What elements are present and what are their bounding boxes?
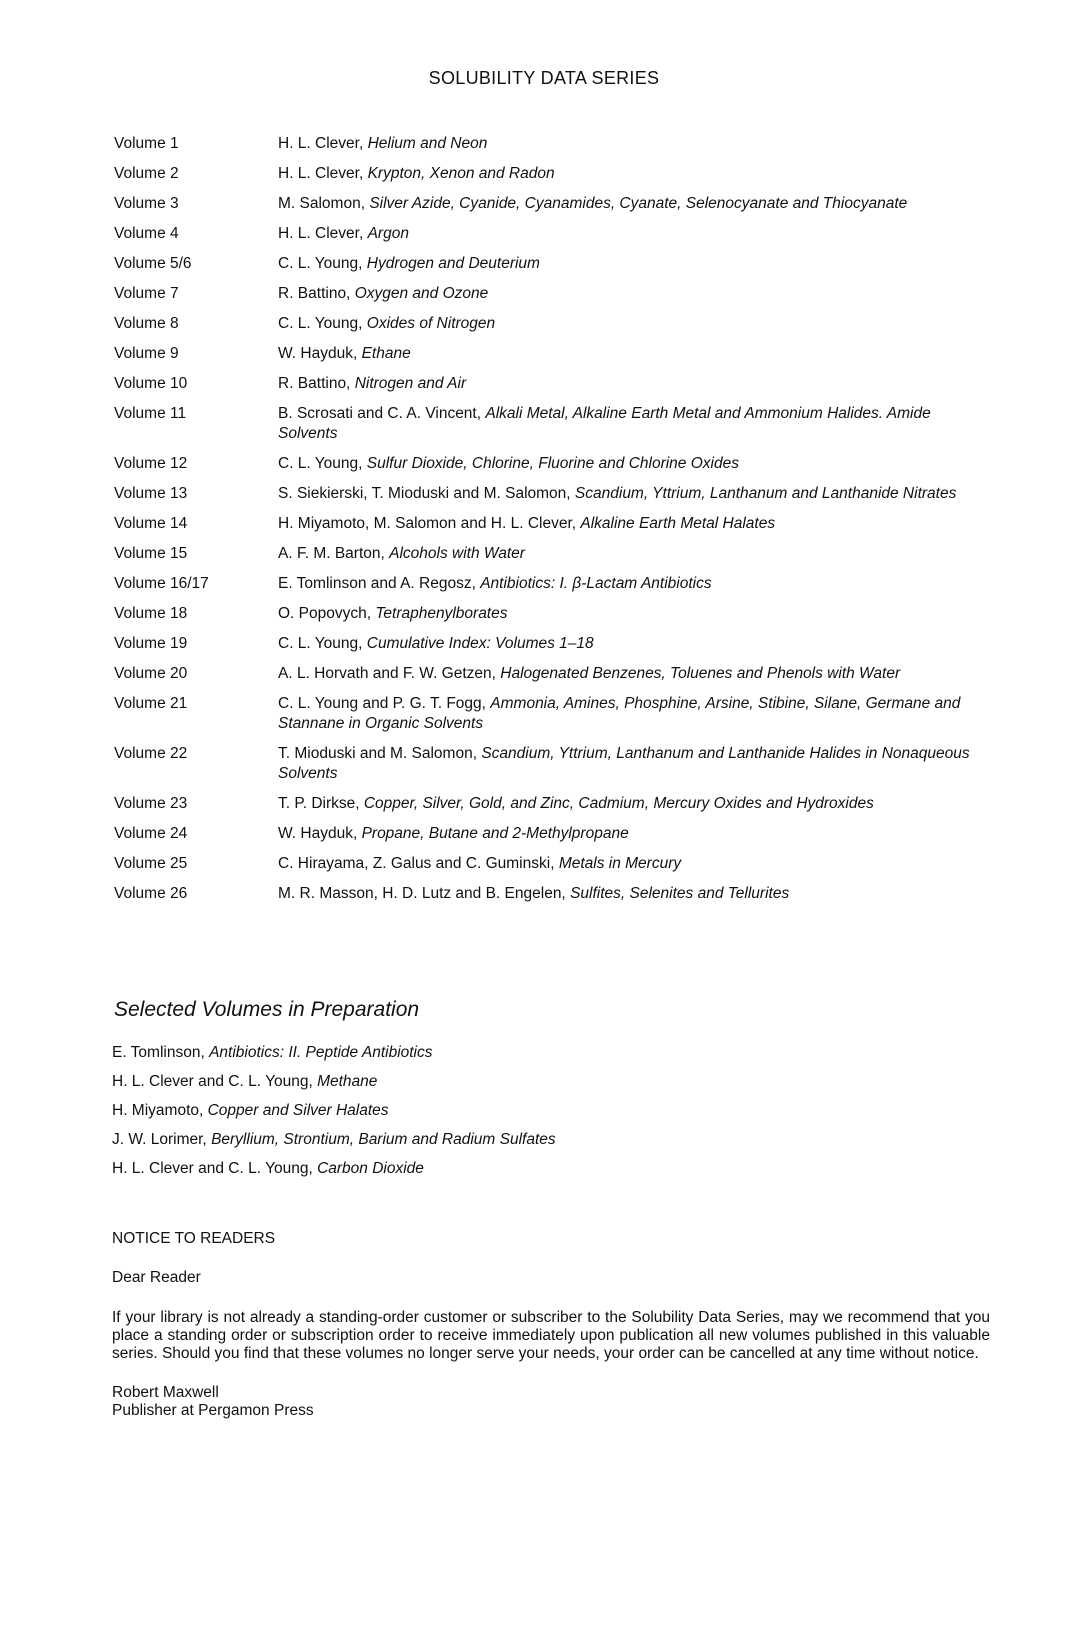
volume-title: Alkali Metal, Alkaline Earth Metal and Ammonium Halides. Amide Solvents: [278, 405, 931, 442]
volume-title: Oxygen and Ozone: [354, 285, 489, 302]
volume-entry: [278, 544, 994, 564]
volume-label: Volume 10: [114, 375, 188, 392]
notice-salutation: Dear Reader: [112, 1269, 201, 1286]
volume-entry: [278, 694, 994, 734]
preparation-item: [112, 1101, 912, 1130]
volume-label: Volume 16/17: [114, 575, 209, 592]
volume-authors: W. Hayduk,: [278, 825, 362, 842]
volume-entry: [278, 404, 994, 444]
volume-label: Volume 14: [114, 515, 188, 532]
volume-list: [114, 134, 994, 914]
volume-entry: [278, 164, 994, 184]
volume-title: Argon: [367, 225, 409, 242]
volume-label: Volume 26: [114, 885, 188, 902]
volume-authors: M. Salomon,: [278, 195, 370, 212]
preparation-item: [112, 1072, 912, 1101]
volume-row: [114, 824, 994, 844]
volume-title: Cumulative Index: Volumes 1–18: [366, 635, 594, 652]
volume-authors: H. Miyamoto, M. Salomon and H. L. Clever,: [278, 515, 581, 532]
preparation-title: Methane: [317, 1073, 378, 1090]
preparation-title: Beryllium, Strontium, Barium and Radium Sulfates: [211, 1131, 556, 1148]
volume-authors: H. L. Clever,: [278, 225, 368, 242]
preparation-title: Antibiotics: II. Peptide Antibiotics: [209, 1044, 433, 1061]
preparation-authors: E. Tomlinson,: [112, 1044, 210, 1061]
preparation-authors: H. L. Clever and C. L. Young,: [112, 1160, 318, 1177]
volume-title: Helium and Neon: [367, 135, 488, 152]
volume-row: [114, 604, 994, 624]
preparation-authors: J. W. Lorimer,: [112, 1131, 212, 1148]
volume-entry: [278, 224, 994, 244]
volume-title: Copper, Silver, Gold, and Zinc, Cadmium, Mercury Oxides and Hydroxides: [363, 795, 874, 812]
volume-label: Volume 15: [114, 545, 188, 562]
volume-title: Alkaline Earth Metal Halates: [580, 515, 776, 532]
volume-authors: O. Popovych,: [278, 605, 376, 622]
volume-label: Volume 7: [114, 285, 179, 302]
volume-authors: S. Siekierski, T. Mioduski and M. Salomon,: [278, 485, 575, 502]
volume-authors: E. Tomlinson and A. Regosz,: [278, 575, 481, 592]
volume-row: [114, 284, 994, 304]
volume-label: Volume 18: [114, 605, 188, 622]
volume-label: Volume 22: [114, 745, 188, 762]
volume-entry: [278, 854, 994, 874]
volume-entry: [278, 454, 994, 474]
volume-entry: [278, 824, 994, 844]
volume-authors: A. L. Horvath and F. W. Getzen,: [278, 665, 501, 682]
volume-label: Volume 2: [114, 165, 179, 182]
volume-entry: [278, 314, 994, 334]
volume-authors: C. L. Young,: [278, 315, 367, 332]
notice-heading: NOTICE TO READERS: [112, 1230, 276, 1247]
volume-title: Propane, Butane and 2-Methylpropane: [361, 825, 629, 842]
volume-entry: [278, 254, 994, 274]
volume-entry: [278, 284, 994, 304]
volume-row: [114, 194, 994, 214]
volume-row: [114, 574, 994, 594]
volume-row: [114, 664, 994, 684]
volume-authors: C. L. Young,: [278, 635, 367, 652]
volume-title: Sulfites, Selenites and Tellurites: [570, 885, 790, 902]
volume-authors: C. L. Young,: [278, 255, 367, 272]
volume-authors: T. P. Dirkse,: [278, 795, 364, 812]
volume-entry: [278, 884, 994, 904]
volume-label: Volume 11: [114, 405, 187, 422]
volume-entry: [278, 194, 994, 214]
volume-title: Tetraphenylborates: [375, 605, 508, 622]
volume-authors: W. Hayduk,: [278, 345, 362, 362]
volume-row: [114, 254, 994, 274]
volume-label: Volume 3: [114, 195, 179, 212]
volume-label: Volume 5/6: [114, 255, 192, 272]
volume-label: Volume 25: [114, 855, 188, 872]
volume-row: [114, 854, 994, 874]
volume-authors: B. Scrosati and C. A. Vincent,: [278, 405, 486, 422]
volume-title: Halogenated Benzenes, Toluenes and Phenols with Water: [500, 665, 901, 682]
preparation-title: Copper and Silver Halates: [207, 1102, 389, 1119]
preparation-authors: H. L. Clever and C. L. Young,: [112, 1073, 318, 1090]
volume-label: Volume 8: [114, 315, 179, 332]
preparation-heading: Selected Volumes in Preparation: [114, 998, 420, 1021]
volume-label: Volume 24: [114, 825, 188, 842]
volume-authors: T. Mioduski and M. Salomon,: [278, 745, 482, 762]
volume-title: Antibiotics: I. β-Lactam Antibiotics: [480, 575, 712, 592]
volume-row: [114, 744, 994, 784]
volume-row: [114, 794, 994, 814]
volume-row: [114, 514, 994, 534]
volume-entry: [278, 374, 994, 394]
volume-entry: [278, 744, 994, 784]
volume-label: Volume 12: [114, 455, 188, 472]
volume-label: Volume 19: [114, 635, 188, 652]
volume-title: Alcohols with Water: [389, 545, 525, 562]
volume-title: Ethane: [361, 345, 411, 362]
preparation-item: [112, 1159, 912, 1188]
volume-authors: R. Battino,: [278, 285, 355, 302]
volume-row: [114, 484, 994, 504]
volume-row: [114, 634, 994, 654]
preparation-item: [112, 1043, 912, 1072]
volume-title: Silver Azide, Cyanide, Cyanamides, Cyanate, Selenocyanate and Thiocyanate: [369, 195, 908, 212]
volume-row: [114, 374, 994, 394]
volume-row: [114, 884, 994, 904]
volume-authors: C. L. Young,: [278, 455, 367, 472]
volume-entry: [278, 604, 994, 624]
volume-label: Volume 9: [114, 345, 179, 362]
volume-row: [114, 454, 994, 474]
volume-authors: C. L. Young and P. G. T. Fogg,: [278, 695, 491, 712]
volume-label: Volume 4: [114, 225, 179, 242]
volume-label: Volume 20: [114, 665, 188, 682]
volume-entry: [278, 664, 994, 684]
volume-title: Krypton, Xenon and Radon: [367, 165, 555, 182]
volume-authors: H. L. Clever,: [278, 135, 368, 152]
volume-entry: [278, 574, 994, 594]
volume-entry: [278, 514, 994, 534]
volume-label: Volume 21: [114, 695, 188, 712]
volume-authors: R. Battino,: [278, 375, 355, 392]
preparation-item: [112, 1130, 912, 1159]
volume-entry: [278, 634, 994, 654]
volume-title: Oxides of Nitrogen: [366, 315, 496, 332]
volume-authors: M. R. Masson, H. D. Lutz and B. Engelen,: [278, 885, 571, 902]
notice-section: [112, 1229, 990, 1420]
volume-title: Hydrogen and Deuterium: [366, 255, 540, 272]
volume-row: [114, 694, 994, 734]
volume-entry: [278, 134, 994, 154]
preparation-list: [112, 1043, 912, 1188]
volume-row: [114, 134, 994, 154]
volume-title: Metals in Mercury: [558, 855, 682, 872]
signature-title: Publisher at Pergamon Press: [112, 1402, 314, 1419]
volume-title: Scandium, Yttrium, Lanthanum and Lanthanide Nitrates: [574, 485, 957, 502]
volume-title: Nitrogen and Air: [354, 375, 467, 392]
preparation-title: Carbon Dioxide: [317, 1160, 424, 1177]
volume-authors: A. F. M. Barton,: [278, 545, 390, 562]
volume-row: [114, 164, 994, 184]
volume-row: [114, 344, 994, 364]
volume-row: [114, 544, 994, 564]
volume-entry: [278, 794, 994, 814]
notice-body: If your library is not already a standing-order customer or subscriber to the Solubility Data Series, may we recommend that you place a standing order or subscription order to receive immediately upon publication all new volumes published in this valuable series. Should you find that these volumes no longer serve your needs, your order can be cancelled at any time without notice.: [112, 1309, 990, 1362]
volume-entry: [278, 344, 994, 364]
volume-title: Ammonia, Amines, Phosphine, Arsine, Stibine, Silane, Germane and Stannane in Organic Solvents: [278, 695, 961, 732]
preparation-authors: H. Miyamoto,: [112, 1102, 208, 1119]
volume-row: [114, 314, 994, 334]
page-title: SOLUBILITY DATA SERIES: [428, 68, 660, 88]
volume-entry: [278, 484, 994, 504]
volume-authors: C. Hirayama, Z. Galus and C. Guminski,: [278, 855, 559, 872]
volume-title: Sulfur Dioxide, Chlorine, Fluorine and Chlorine Oxides: [366, 455, 739, 472]
volume-label: Volume 1: [114, 135, 179, 152]
volume-title: Scandium, Yttrium, Lanthanum and Lanthanide Halides in Nonaqueous Solvents: [278, 745, 970, 782]
volume-row: [114, 224, 994, 244]
volume-row: [114, 404, 994, 444]
volume-label: Volume 13: [114, 485, 188, 502]
volume-authors: H. L. Clever,: [278, 165, 368, 182]
volume-label: Volume 23: [114, 795, 188, 812]
signature-name: Robert Maxwell: [112, 1384, 219, 1401]
